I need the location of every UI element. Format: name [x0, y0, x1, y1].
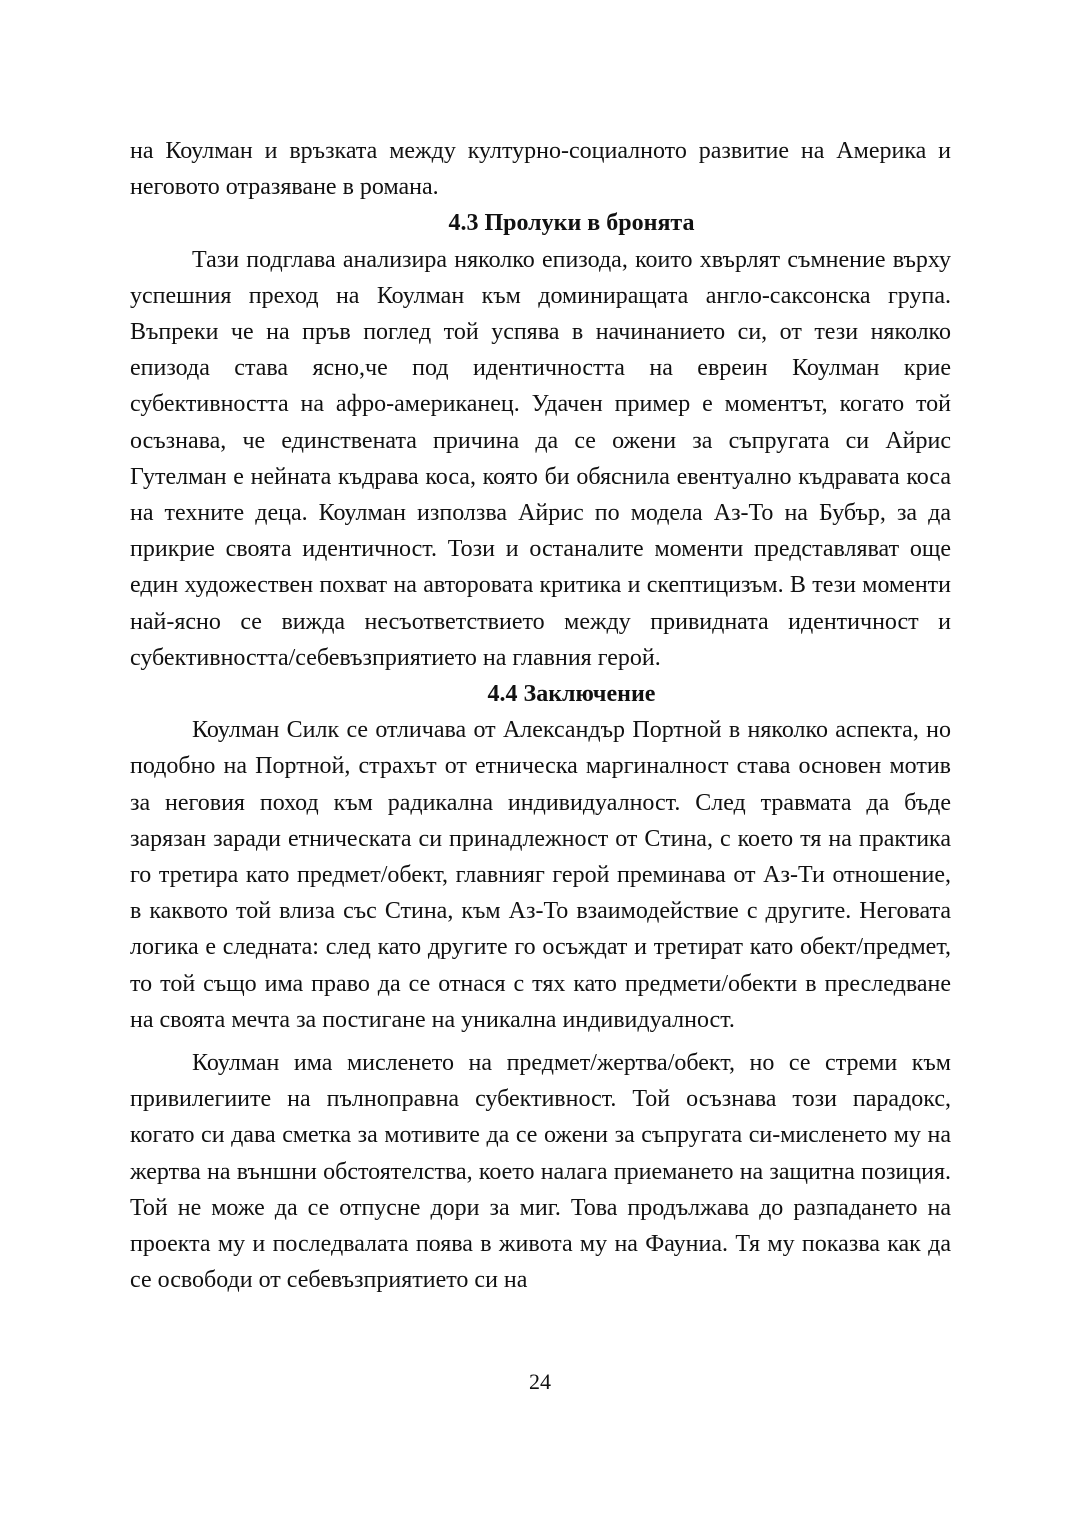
paragraph-conclusion-1: Коулман Силк се отличава от Александър Портной в няколко аспекта, но подобно на Портной, страхът от етническа маргиналност става основен мотив за неговия поход към радикална индивидуалност. След травмата да бъде зарязан заради етническата си принадлежност от Стина, с което тя на практика го третира като предмет/обект, главнияг герой преминава от Аз-Ти отношение, в каквото той влиза със Стина, към Аз-То взаимодействие с другите. Неговата логика е следната: след като другите го осъждат и третират като обект/предмет, то той също има право да се отнася с тях като предмети/обекти в преследване на своята мечта за постигане на уникална индивидуалност. [130, 717, 951, 1033]
paragraph-conclusion-2: Коулман има мисленето на предмет/жертва/обект, но се стреми към привилегиите на пълноправна субективност. Той осъзнава този парадокс, когато си дава сметка за мотивите да се ожени за съпругата си-мисленето му на жертва на външни обстоятелства, което налага приемането на защитна позиция. Той не може да се отпусне дори за миг. Това продължава до разпадането на проекта му и последвалата поява в живота му на Фауниа. Тя му показва как да се освободи от себевъзприятието си на [130, 1050, 951, 1294]
paragraph-continuation: на Коулман и връзката между културно-социалното развитие на Америка и неговото отразяване в романа. [130, 138, 951, 201]
body-text [130, 133, 951, 1299]
section-heading-4-3: 4.3 Пролуки в бронята [448, 210, 695, 237]
section-heading-4-4: 4.4 Заключение [487, 681, 656, 708]
paragraph-section-4-3: Тази подглава анализира няколко епизода, които хвърлят съмнение върху успешния преход на Коулман към доминиращата англо-саксонска група. Въпреки че на пръв поглед той успява в начинанието си, от тези няколко епизода става ясно,че под идентичността на евреин Коулман крие субективността на афро-американец. Удачен пример е моментът, когато той осъзнава, че единствената причина да се ожени за съпругата си Айрис Гутелман е нейната къдрава коса, която би обяснила евентуално къдравата коса на техните деца. Коулман използва Айрис по модела Аз-То на Бубър, за да прикрие своята идентичност. Този и останалите моменти представляват още един художествен похват на авторовата критика и скептицизъм. В тези моменти най-ясно се вижда несъответствието между привидната идентичност и субективността/себевъзприятието на главния герой. [130, 246, 951, 671]
page-number: 24 [529, 1369, 551, 1394]
